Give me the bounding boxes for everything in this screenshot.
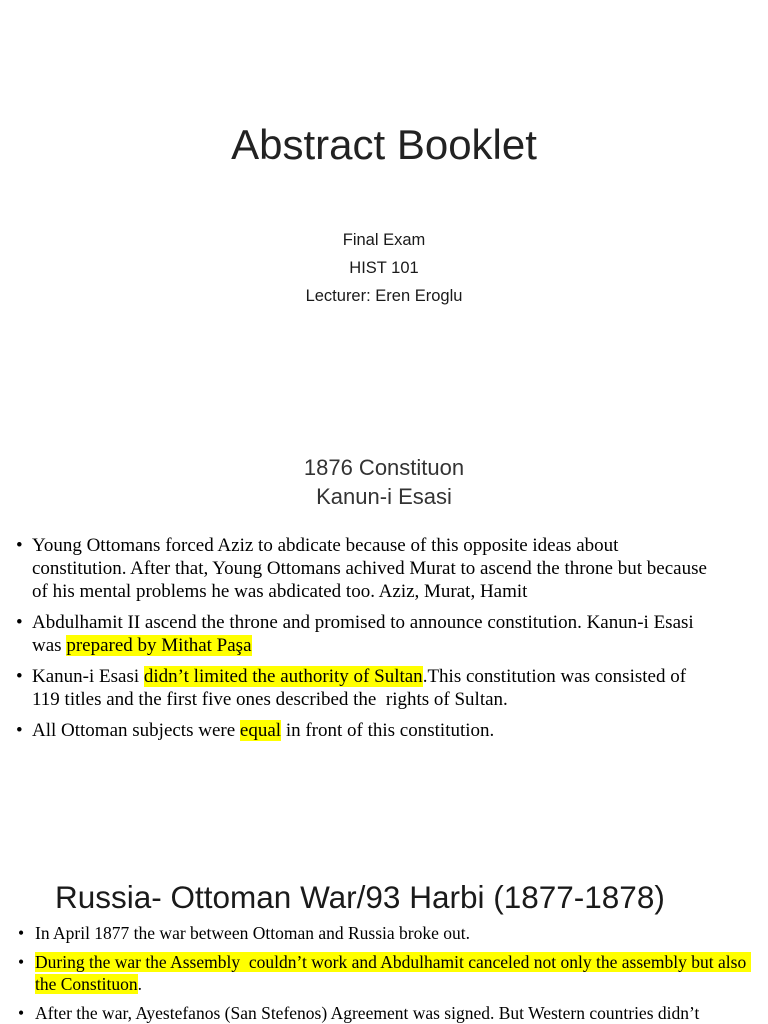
bullet-item [16,719,714,742]
bullet-marker: • [16,612,23,633]
bullet-item [18,922,760,944]
bullet-item [18,951,760,995]
highlighted-text: equal [239,720,282,741]
bullet-item [16,611,714,657]
bullet-marker: • [16,666,23,687]
bullet-text [35,1003,699,1023]
bullet-marker: • [18,952,25,972]
text-segment: Kanun-i Esasi [32,666,144,687]
subtitle-block [0,226,768,310]
text-segment: All Ottoman subjects were [32,720,240,741]
section-heading-line: Kanun-i Esasi [316,484,452,509]
text-segment: In April 1877 the war between Ottoman and Russia broke out. [35,923,470,943]
bullet-marker: • [16,720,23,741]
bullet-item [18,1002,760,1024]
highlighted-text: During the war the Assembly couldn’t work and Abdulhamit canceled not only the assembly but also the Constituon [35,952,751,994]
text-segment: .This constitution was consisted of 119 titles and the first five ones described the rights of Sultan. [32,666,691,710]
bullet-marker: • [16,535,23,556]
document-title: Abstract Booklet [231,121,537,168]
bullet-text [35,952,751,994]
bullet-list [18,922,760,1024]
course-code: HIST 101 [349,259,419,277]
bullet-item [16,665,714,711]
bullet-text [35,923,470,943]
text-segment: Young Ottomans forced Aziz to abdicate because of this opposite ideas about constitution. After that, Young Ottomans achived Murat to ascend the throne but because of his mental problems he was abdicated too. Aziz, Murat, Hamit [32,535,712,602]
bullet-marker: • [18,1003,25,1023]
bullet-marker: • [18,923,25,943]
text-segment: After the war, Ayestefanos (San Stefenos) Agreement was signed. But Western countries didn’t [35,1003,700,1023]
text-segment: . [137,974,142,994]
bullet-text [32,666,691,710]
text-segment: in front of this constitution. [281,720,495,741]
bullet-item [16,534,714,603]
lecturer-name: Lecturer: Eren Eroglu [305,287,463,305]
text-segment: Abdulhamit II ascend the throne and promised to announce constitution. Kanun-i Esasi was [32,612,699,656]
highlighted-text: prepared by Mithat Paşa [66,635,252,656]
bullet-text [32,720,494,741]
bullet-text [32,535,712,602]
section-heading [0,453,768,511]
section-heading-line: 1876 Constituon [303,455,465,480]
bullet-text [32,612,698,656]
highlighted-text: didn’t limited the authority of Sultan [143,666,423,687]
exam-type: Final Exam [342,231,426,249]
section-heading: Russia- Ottoman War/93 Harbi (1877-1878) [55,879,665,915]
bullet-list [16,534,714,742]
